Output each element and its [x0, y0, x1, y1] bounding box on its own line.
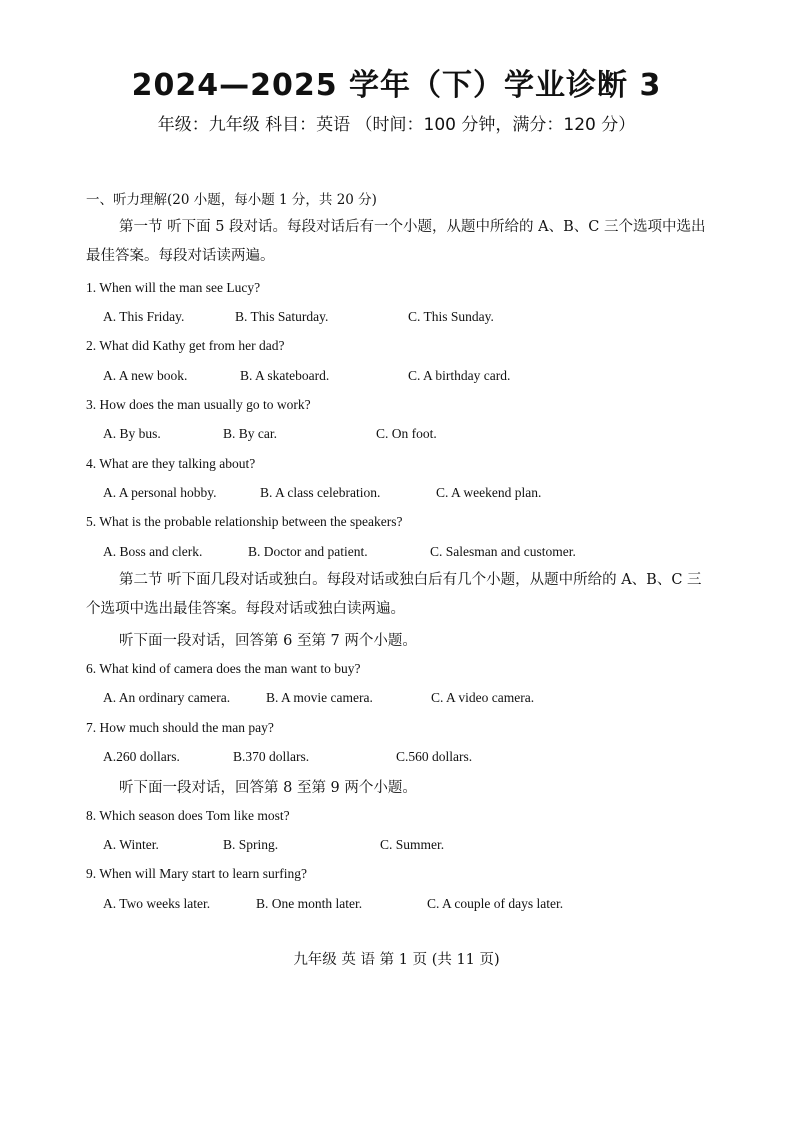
question-6: 6. What kind of camera does the man want to buy?: [86, 661, 361, 676]
q9-option-b: B. One month later.: [256, 896, 363, 911]
q1-option-a: A. This Friday.: [103, 309, 185, 324]
part1-instruction: 第一节 听下面 5 段对话。每段对话后有一个小题，从题中所给的 A、B、C 三个选项中选出最佳答案。每段对话读两遍。: [86, 219, 706, 264]
q7-option-a: A.260 dollars.: [103, 749, 180, 764]
question-5: 5. What is the probable relationship between the speakers?: [86, 514, 403, 529]
page-title: 2024—2025 学年（下）学业诊断 3: [131, 68, 662, 103]
q8-option-b: B. Spring.: [223, 837, 279, 852]
exam-info: 年级：九年级 科目：英语 （时间：100 分钟，满分：120 分）: [157, 115, 636, 135]
q2-option-a: A. A new book.: [103, 368, 188, 383]
instruction-q8-q9: 听下面一段对话，回答第 8 至第 9 两个小题。: [119, 780, 417, 796]
q5-option-b: B. Doctor and patient.: [248, 544, 368, 559]
q6-option-c: C. A video camera.: [431, 690, 535, 705]
q7-option-b: B.370 dollars.: [233, 749, 310, 764]
q5-option-a: A. Boss and clerk.: [103, 544, 203, 559]
q9-option-c: C. A couple of days later.: [427, 896, 564, 911]
question-1: 1. When will the man see Lucy?: [86, 280, 261, 295]
q3-option-c: C. On foot.: [376, 426, 437, 441]
part2-instruction: 第二节 听下面几段对话或独白。每段对话或独白后有几个小题，从题中所给的 A、B、C 三个选项中选出最佳答案。每段对话或独白读两遍。: [86, 572, 702, 617]
question-8: 8. Which season does Tom like most?: [86, 808, 290, 823]
page-footer: 九年级 英 语 第 1 页 (共 11 页): [293, 952, 500, 968]
q4-option-a: A. A personal hobby.: [103, 485, 217, 500]
q3-option-a: A. By bus.: [103, 426, 161, 441]
question-3: 3. How does the man usually go to work?: [86, 397, 311, 412]
q4-option-b: B. A class celebration.: [260, 485, 381, 500]
q2-option-c: C. A birthday card.: [408, 368, 511, 383]
instruction-q6-q7: 听下面一段对话，回答第 6 至第 7 两个小题。: [119, 633, 417, 649]
q6-option-a: A. An ordinary camera.: [103, 690, 231, 705]
question-2: 2. What did Kathy get from her dad?: [86, 338, 285, 353]
q1-option-b: B. This Saturday.: [235, 309, 329, 324]
q2-option-b: B. A skateboard.: [240, 368, 330, 383]
q9-option-a: A. Two weeks later.: [103, 896, 211, 911]
q7-option-c: C.560 dollars.: [396, 749, 473, 764]
q5-option-c: C. Salesman and customer.: [430, 544, 576, 559]
question-4: 4. What are they talking about?: [86, 456, 256, 471]
q3-option-b: B. By car.: [223, 426, 277, 441]
q1-option-c: C. This Sunday.: [408, 309, 494, 324]
q8-option-c: C. Summer.: [380, 837, 445, 852]
question-9: 9. When will Mary start to learn surfing?: [86, 866, 307, 881]
q8-option-a: A. Winter.: [103, 837, 159, 852]
q4-option-c: C. A weekend plan.: [436, 485, 542, 500]
q6-option-b: B. A movie camera.: [266, 690, 373, 705]
section-heading-listening: 一、听力理解(20 小题，每小题 1 分，共 20 分): [86, 192, 377, 208]
question-7: 7. How much should the man pay?: [86, 720, 274, 735]
